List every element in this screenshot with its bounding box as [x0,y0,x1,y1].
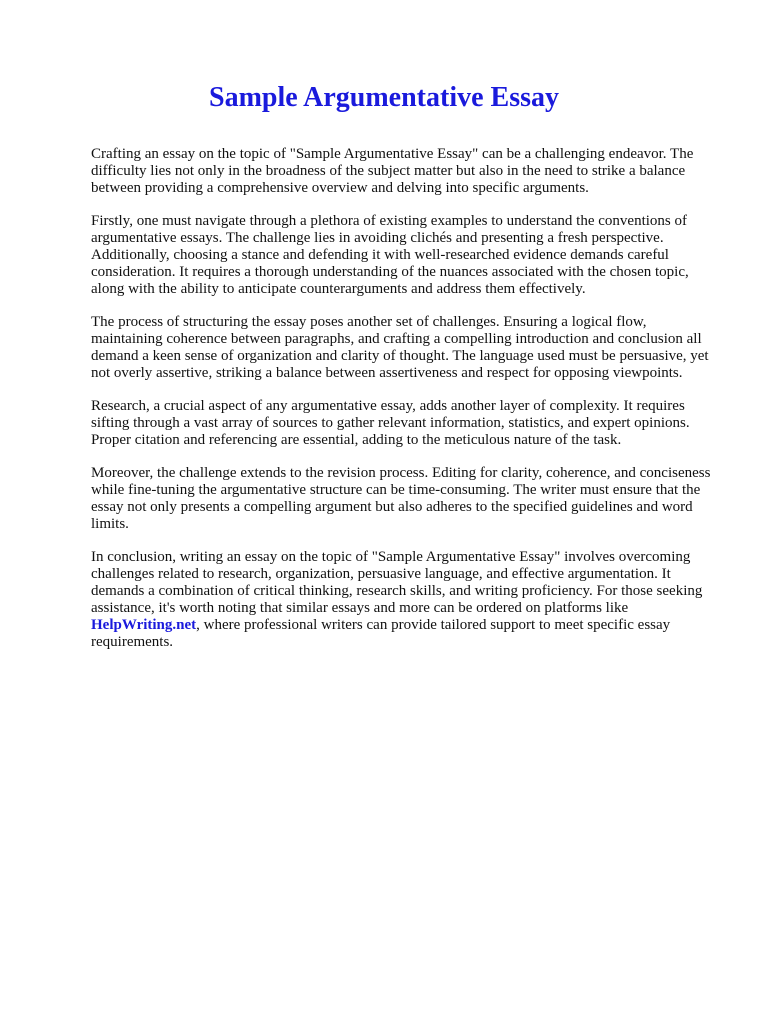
helpwriting-link[interactable]: HelpWriting.net [91,617,197,633]
document-body [91,146,721,667]
paragraph-research: Research, a crucial aspect of any argumentative essay, adds another layer of complexity. It requires sifting through a vast array of sources to gather relevant information, statistics, and expert opinions. Proper citation and referencing are essential, adding to the meticulous nature of the task. [91,398,690,448]
paragraph-structure: The process of structuring the essay poses another set of challenges. Ensuring a logical flow, maintaining coherence between paragraphs, and crafting a compelling introduction and conclusion all demand a keen sense of organization and clarity of thought. The language used must be persuasive, yet not overly assertive, striking a balance between assertiveness and respect for opposing viewpoints. [91,314,709,381]
document-title: Sample Argumentative Essay [209,82,559,113]
paragraph-conclusion [91,549,721,651]
paragraph-conventions: Firstly, one must navigate through a plethora of existing examples to understand the conventions of argumentative essays. The challenge lies in avoiding clichés and presenting a fresh perspective. Additionally, choosing a stance and defending it with well-researched evidence demands careful consideration. It requires a thorough understanding of the nuances associated with the chosen topic, along with the ability to anticipate counterarguments and address them effectively. [91,213,689,297]
paragraph-intro: Crafting an essay on the topic of "Sample Argumentative Essay" can be a challenging endeavor. The difficulty lies not only in the broadness of the subject matter but also in the need to strike a balance between providing a comprehensive overview and delving into specific arguments. [91,146,694,196]
conclusion-text-after-link: , where professional writers can provide tailored support to meet specific essay requirements. [91,617,671,650]
paragraph-revision: Moreover, the challenge extends to the revision process. Editing for clarity, coherence, and conciseness while fine-tuning the argumentative structure can be time-consuming. The writer must ensure that the essay not only presents a compelling argument but also adheres to the specified guidelines and word limits. [91,465,711,532]
conclusion-text-before-link: In conclusion, writing an essay on the topic of "Sample Argumentative Essay" involves overcoming challenges related to research, organization, persuasive language, and effective argumentation. It demands a combination of critical thinking, research skills, and writing proficiency. For those seeking assistance, it's worth noting that similar essays and more can be ordered on platforms like [91,549,703,616]
